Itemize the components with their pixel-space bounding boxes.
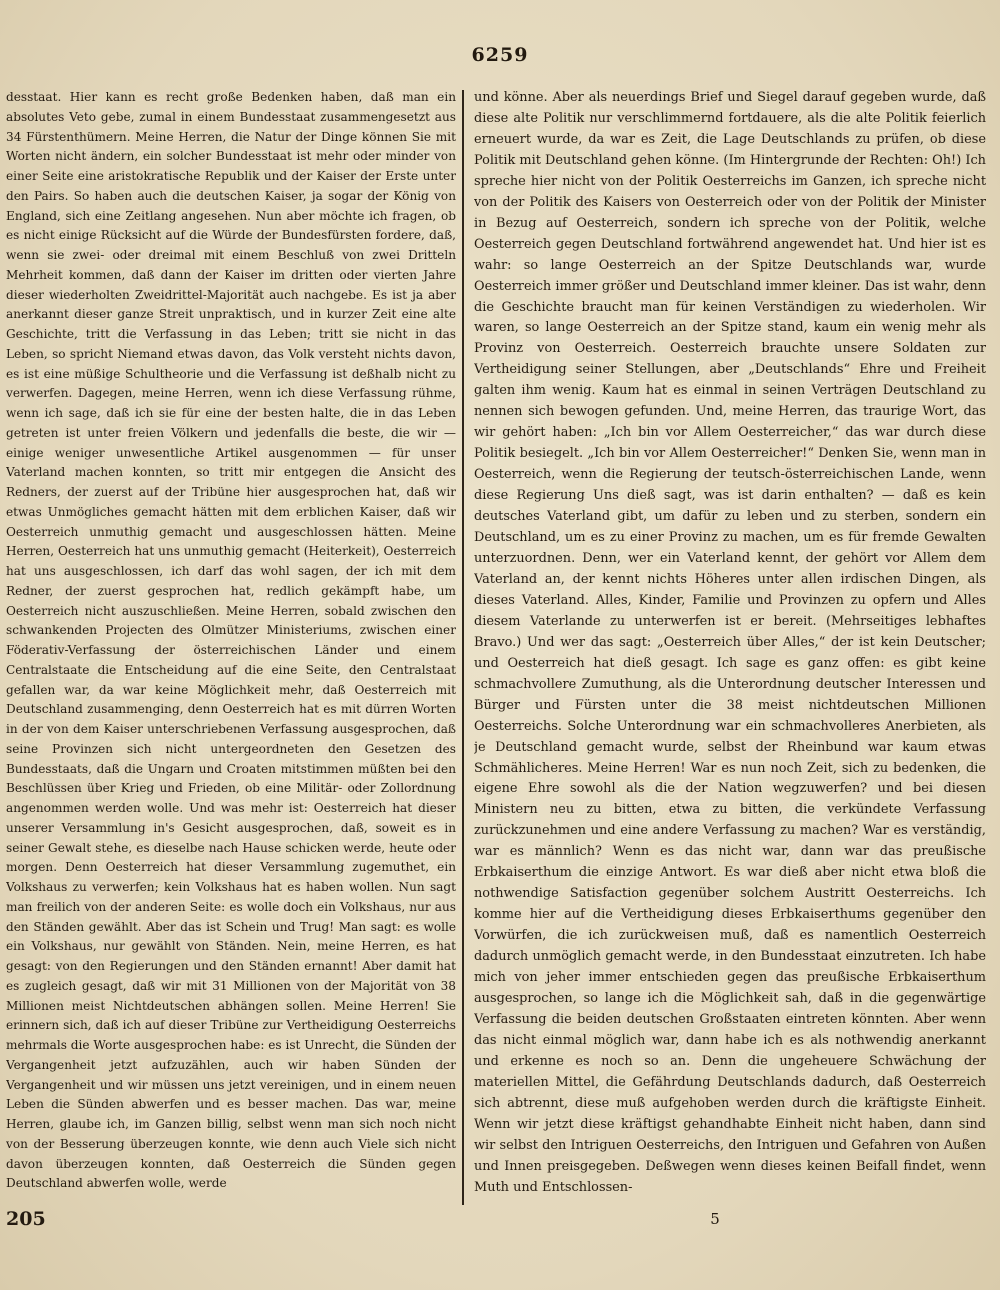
right-column [474, 88, 986, 1206]
sheet-number: 5 [710, 1210, 720, 1228]
print-signature: 205 [6, 1208, 46, 1230]
left-column-text: desstaat. Hier kann es recht große Bedenken haben, daß man ein absolutes Veto gebe, zumal in einem Bundesstaat zusammengesetzt aus 34 Fürstenthümern. Meine Herren, die Natur der Dinge können Sie mit Worten nicht ändern, ein solcher Bundesstaat ist mehr oder minder von einer Seite eine aristokratische Republik und der Kaiser der Erste unter den Pairs. So haben auch die deutschen Kaiser, ja sogar der König von England, sich eine Zeitlang angesehen. Nun aber möchte ich fragen, ob es nicht einige Rücksicht auf die Würde der Bundesfürsten fordere, daß, wenn sie zwei- oder dreimal mit einem Beschluß von zwei Dritteln Mehrheit kommen, daß dann der Kaiser im dritten oder vierten Jahre dieser wiederholten Zweidrittel-Majorität auch nachgebe. Es ist ja aber anerkannt dieser ganze Streit unpraktisch, und in kurzer Zeit eine alte Geschichte, tritt die Verfassung in das Leben; tritt sie nicht in das Leben, so spricht Niemand etwas davon, das Volk versteht nichts davon, es ist eine müßige Schultheorie und die Verfassung ist deßhalb nicht zu verwerfen. Dagegen, meine Herren, wenn ich diese Verfassung rühme, wenn ich sage, daß ich sie für eine der besten halte, die in das Leben getreten ist unter freien Völkern und jedenfalls die beste, die wir — einige weniger unwesentliche Artikel ausgenommen — für unser Vaterland machen konnten, so tritt mir entgegen die Ansicht des Redners, der zuerst auf der Tribüne hier ausgesprochen hat, daß wir etwas Unmögliches gemacht hätten mit dem erblichen Kaiser, daß wir Oesterreich unmuthig gemacht und ausgeschlossen hätten. Meine Herren, Oesterreich hat uns unmuthig gemacht (Heiterkeit), Oesterreich hat uns ausgeschlossen, ich darf das wohl sagen, der ich mit dem Redner, der zuerst gesprochen hat, redlich gekämpft habe, um Oesterreich nicht auszuschließen. Meine Herren, sobald zwischen den schwankenden Projecten des Olmützer Ministeriums, zwischen einer Föderativ-Verfassung der österreichischen Länder und einem Centralstaate die Entscheidung auf die eine Seite, den Centralstaat gefallen war, da war keine Möglichkeit mehr, daß Oesterreich mit Deutschland zusammenging, denn Oesterreich hat es mit dürren Worten in der von dem Kaiser unterschriebenen Verfassung ausgesprochen, daß seine Provinzen sich nicht untergeordneten den Gesetzen des Bundesstaats, daß die Ungarn und Croaten mitstimmen müßten bei den Beschlüssen über Krieg und Frieden, ob eine Militär- oder Zollordnung angenommen werden wolle. Und was mehr ist: Oesterreich hat dieser unserer Versammlung in's Gesicht ausgesprochen, daß, soweit es in seiner Gewalt stehe, es dieselbe nach Hause schicken werde, heute oder morgen. Denn Oesterreich hat dieser Versammlung zugemuthet, ein Volkshaus zu verwerfen; kein Volkshaus hat es haben wollen. Nun sagt man freilich von der anderen Seite: es wolle doch ein Volkshaus, nur aus den Ständen gewählt. Aber das ist Schein und Trug! Man sagt: es wolle ein Volkshaus, nur gewählt von Ständen. Nein, meine Herren, es hat gesagt: von den Regierungen und den Ständen ernannt! Aber damit hat es zugleich gesagt, daß wir mit 31 Millionen von der Majorität von 38 Millionen meist Nichtdeutschen abhängen sollen. Meine Herren! Sie erinnern sich, daß ich auf dieser Tribüne zur Vertheidigung Oesterreichs mehrmals die Worte ausgesprochen habe: es ist Unrecht, die Sünden der Vergangenheit jetzt aufzuzählen, auch wir haben Sünden der Vergangenheit und wir müssen uns jetzt vereinigen, und in einem neuen Leben die Sünden abwerfen und es besser machen. Das war, meine Herren, glaube ich, im Ganzen billig, selbst wenn man sich noch nicht von der Besserung überzeugen konnte, wie denn auch Viele sich nicht davon überzeugen konnten, daß Oesterreich die Sünden gegen Deutschland abwerfen wolle, werde [6, 90, 456, 1191]
page-number: 6259 [471, 44, 529, 66]
column-divider [462, 90, 464, 1205]
left-column [6, 88, 456, 1206]
right-column-text: und könne. Aber als neuerdings Brief und Siegel darauf gegeben wurde, daß diese alte Politik nur verschlimmernd fortdauere, als die alte Politik feierlich erneuert wurde, da war es Zeit, die Lage Deutschlands zu prüfen, ob diese Politik mit Deutschland gehen könne. (Im Hintergrunde der Rechten: Oh!) Ich spreche hier nicht von der Politik Oesterreichs im Ganzen, ich spreche nicht von der Politik des Kaisers von Oesterreich oder von der Politik der Minister in Bezug auf Oesterreich, sondern ich spreche von der Politik, welche Oesterreich gegen Deutschland fortwährend angewendet hat. Und hier ist es wahr: so lange Oesterreich an der Spitze Deutschlands war, wurde Oesterreich immer größer und Deutschland immer kleiner. Das ist wahr, denn die Geschichte braucht man für keinen Verständigen zu wiederholen. Wir waren, so lange Oesterreich an der Spitze stand, kaum ein wenig mehr als Provinz von Oesterreich. Oesterreich brauchte unsere Soldaten zur Vertheidigung seiner Stellungen, aber „Deutschlands“ Ehre und Freiheit galten ihm wenig. Kaum hat es einmal in seinen Verträgen Deutschland zu nennen sich bewogen gefunden. Und, meine Herren, das traurige Wort, das wir gehört haben: „Ich bin vor Allem Oesterreicher,“ das war durch diese Politik besiegelt. „Ich bin vor Allem Oesterreicher!“ Denken Sie, wenn man in Oesterreich, wenn die Regierung der teutsch-österreichischen Lande, wenn diese Regierung Uns dieß sagt, was ist darin enthalten? — daß es kein deutsches Vaterland gibt, um dafür zu leben und zu sterben, sondern ein Deutschland, um es zu einer Provinz zu machen, um es für fremde Gewalten unterzuordnen. Denn, wer ein Vaterland kennt, der gehört vor Allem dem Vaterland an, der kennt nichts Höheres unter allen irdischen Dingen, als dieses Vaterland. Alles, Kinder, Familie und Provinzen zu opfern und Alles diesem Vaterlande zu unterwerfen ist er bereit. (Mehrseitiges lebhaftes Bravo.) Und wer das sagt: „Oesterreich über Alles,“ der ist kein Deutscher; und Oesterreich hat dieß gesagt. Ich sage es ganz offen: es gibt keine schmachvollere Zumuthung, als die Unterordnung deutscher Interessen und Bürger und Fürsten unter die 38 meist nichtdeutschen Millionen Oesterreichs. Solche Unterordnung war ein schmachvolleres Anerbieten, als je Deutschland gemacht wurde, selbst der Rheinbund war kaum etwas Schmählicheres. Meine Herren! War es nun noch Zeit, sich zu bedenken, die eigene Ehre sowohl als die der Nation wegzuwerfen? und bei diesen Ministern neu zu bitten, etwa zu bitten, die verkündete Verfassung zurückzunehmen und eine andere Verfassung zu machen? War es verständig, war es männlich? Wenn es das nicht war, dann war das preußische Erbkaiserthum die einzige Antwort. Es war dieß aber nicht etwa bloß die nothwendige Satisfaction gegenüber solchem Austritt Oesterreichs. Ich komme hier auf die Vertheidigung dieses Erbkaiserthums gegenüber den Vorwürfen, die ich zurückweisen muß, daß es namentlich Oesterreich dadurch unmöglich gemacht werde, in den Bundesstaat einzutreten. Ich habe mich von jeher immer entschieden gegen das preußische Erbkaiserthum ausgesprochen, so lange ich die Möglichkeit sah, daß in die gegenwärtige Verfassung die beiden deutschen Großstaaten eintreten könnten. Aber wenn das nicht einmal möglich war, dann habe ich es als nothwendig anerkannt und erkenne es noch so an. Denn die ungeheuere Schwächung der materiellen Mittel, die Gefährdung Deutschlands dadurch, daß Oesterreich sich abtrennt, diese muß aufgehoben werden durch die kräftigste Einheit. Wenn wir jetzt diese kräftigst gehandhabte Einheit nicht haben, dann sind wir selbst den Intriguen Oesterreichs, den Intriguen und Gefahren von Außen und Innen preisgegeben. Deßwegen wenn dieses keinen Beifall findet, wenn Muth und Entschlossen- [474, 90, 986, 1195]
